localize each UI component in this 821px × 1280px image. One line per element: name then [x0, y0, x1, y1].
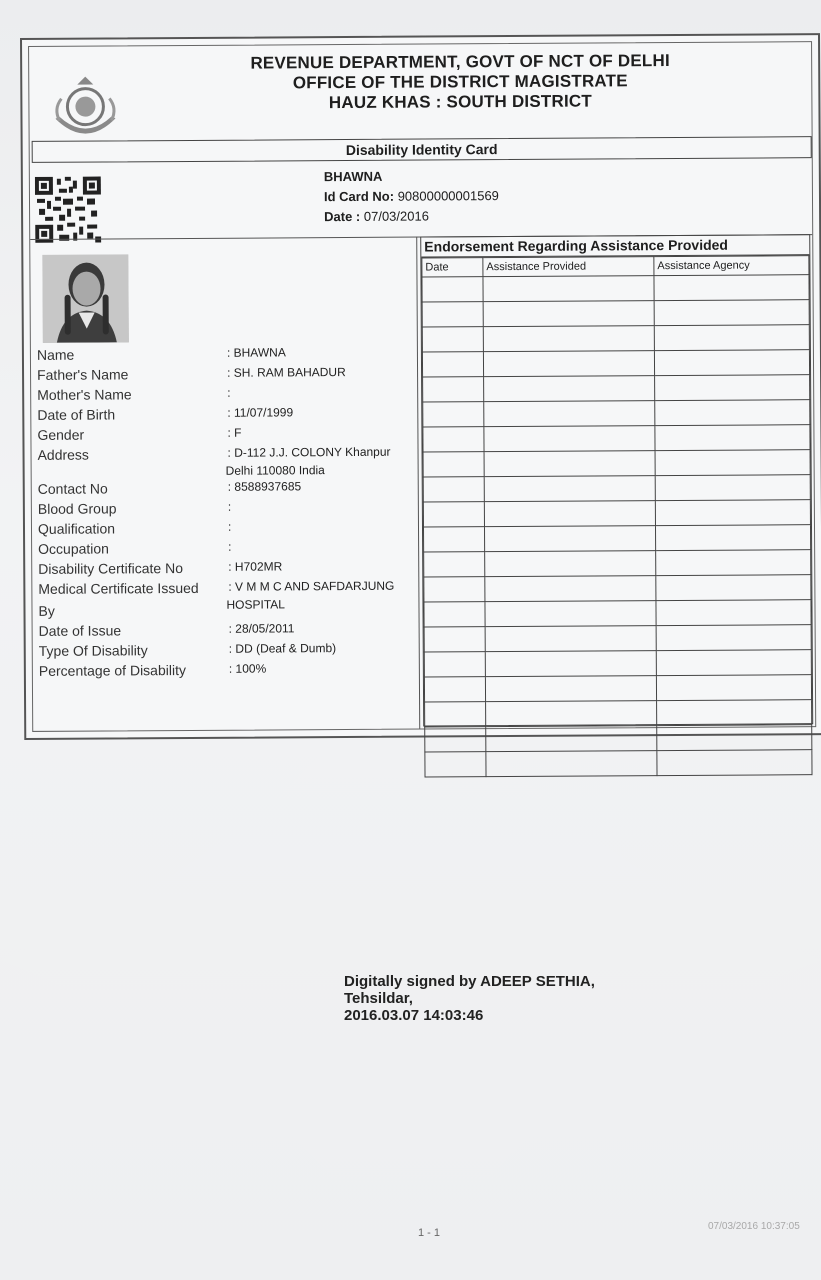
endorsement-header-row [422, 256, 809, 277]
field-value: : 8588937685 [227, 479, 302, 494]
endorsement-empty-cell [484, 501, 655, 527]
endorsement-title: Endorsement Regarding Assistance Provided [421, 235, 809, 257]
endorsement-empty-cell [424, 627, 485, 652]
endorsement-section [420, 234, 813, 726]
endorsement-empty-cell [485, 576, 656, 602]
endorsement-empty-cell [484, 526, 655, 552]
field-label: Type Of Disability [38, 642, 148, 659]
field-label: Date of Issue [38, 622, 122, 639]
field-row-issue-date [39, 621, 419, 643]
print-timestamp: 07/03/2016 10:37:05 [708, 1221, 800, 1232]
endorsement-empty-row [424, 550, 811, 577]
endorsement-empty-cell [656, 625, 811, 651]
endorsement-empty-cell [655, 475, 810, 501]
endorsement-empty-cell [484, 401, 655, 427]
endorsement-empty-row [422, 350, 809, 377]
field-value-line2: Delhi 110080 India [225, 463, 325, 478]
endorsement-empty-cell [655, 375, 810, 401]
field-label: Mother's Name [37, 386, 132, 403]
card-inner-frame [28, 41, 816, 732]
endorsement-empty-row [423, 500, 810, 527]
id-card-value: 90800000001569 [397, 188, 499, 204]
endorsement-empty-cell [654, 300, 809, 326]
endorsement-empty-cell [655, 500, 810, 526]
field-row-certificate-no [38, 559, 418, 581]
endorsement-empty-cell [422, 277, 483, 302]
endorsement-empty-row [423, 375, 810, 402]
field-label: Name [36, 346, 75, 363]
field-row-qualification [38, 519, 418, 541]
endorsement-empty-cell [424, 677, 485, 702]
endorsement-rows [422, 275, 812, 777]
field-row-blood-group [38, 499, 418, 521]
id-card-label: Id Card No: [323, 188, 395, 205]
field-value: : [227, 385, 231, 400]
endorsement-empty-cell [655, 400, 810, 426]
endorsement-empty-cell [485, 676, 656, 702]
field-label: Father's Name [37, 366, 129, 383]
endorsement-empty-row [424, 650, 811, 677]
endorsement-empty-cell [483, 351, 654, 377]
endorsement-empty-cell [424, 577, 485, 602]
field-row-occupation [38, 539, 418, 561]
signature-timestamp: 2016.03.07 14:03:46 [344, 1007, 484, 1024]
endorsement-empty-cell [423, 402, 484, 427]
field-value: : BHAWNA [226, 345, 286, 360]
endorsement-empty-cell [425, 752, 486, 777]
endorsement-empty-cell [483, 276, 654, 302]
holder-name: BHAWNA [323, 168, 383, 185]
field-row-father [37, 365, 417, 387]
endorsement-empty-cell [656, 675, 811, 701]
field-label: Medical Certificate Issued [38, 579, 199, 597]
endorsement-empty-row [424, 600, 811, 627]
endorsement-empty-cell [654, 325, 809, 351]
field-value: : D-112 J.J. COLONY Khanpur [227, 444, 391, 460]
field-label: Percentage of Disability [38, 661, 186, 679]
endorsement-empty-cell [657, 700, 812, 726]
field-value: : [227, 519, 232, 534]
endorsement-empty-cell [424, 552, 485, 577]
header-department: REVENUE DEPARTMENT, GOVT OF NCT OF DELHI [250, 51, 670, 73]
endorsement-empty-cell [484, 476, 655, 502]
endorsement-empty-cell [485, 551, 656, 577]
endorsement-empty-cell [657, 750, 812, 776]
field-label: Date of Birth [37, 406, 116, 423]
endorsement-empty-cell [656, 575, 811, 601]
endorsement-empty-cell [656, 650, 811, 676]
field-value: : 100% [228, 661, 267, 676]
person-photo-icon [42, 254, 129, 343]
endorsement-empty-cell [422, 327, 483, 352]
endorsement-empty-row [423, 400, 810, 427]
field-value: : H702MR [228, 559, 283, 574]
endorsement-empty-cell [484, 426, 655, 452]
field-value: : SH. RAM BAHADUR [227, 365, 346, 380]
endorsement-empty-cell [423, 477, 484, 502]
disability-identity-card [20, 33, 821, 740]
endorsement-empty-cell [656, 550, 811, 576]
qr-code-icon [35, 177, 101, 243]
column-header-date: Date [422, 258, 483, 277]
endorsement-empty-cell [423, 377, 484, 402]
endorsement-empty-cell [655, 450, 810, 476]
endorsement-empty-row [423, 475, 810, 502]
endorsement-empty-cell [423, 452, 484, 477]
endorsement-empty-cell [484, 376, 655, 402]
endorsement-empty-row [423, 450, 810, 477]
endorsement-empty-row [424, 625, 811, 652]
endorsement-empty-row [422, 300, 809, 327]
header-office: OFFICE OF THE DISTRICT MAGISTRATE [292, 71, 628, 93]
holder-photo [42, 254, 129, 343]
signature-line: Tehsildar, [344, 990, 413, 1007]
card-date [324, 209, 429, 225]
endorsement-empty-row [423, 525, 810, 552]
card-title: Disability Identity Card [32, 136, 812, 163]
column-header-agency: Assistance Agency [654, 256, 809, 276]
endorsement-empty-cell [486, 726, 657, 752]
endorsement-empty-row [424, 575, 811, 602]
endorsement-empty-cell [485, 651, 656, 677]
endorsement-empty-cell [654, 275, 809, 301]
endorsement-empty-cell [654, 350, 809, 376]
endorsement-empty-row [422, 275, 809, 302]
page-number: 1 - 1 [418, 1227, 441, 1239]
endorsement-empty-cell [423, 502, 484, 527]
header-district: HAUZ KHAS : SOUTH DISTRICT [328, 91, 592, 113]
endorsement-empty-cell [657, 725, 812, 751]
endorsement-empty-cell [424, 652, 485, 677]
endorsement-empty-cell [655, 425, 810, 451]
endorsement-empty-row [424, 675, 811, 702]
endorsement-empty-cell [484, 451, 655, 477]
column-header-assistance: Assistance Provided [483, 257, 654, 277]
field-row-medical-issuer [38, 579, 418, 623]
field-row-disability-percentage [39, 661, 419, 683]
field-value: : 28/05/2011 [228, 621, 295, 636]
field-label: Blood Group [37, 500, 117, 517]
endorsement-empty-row [425, 725, 812, 752]
field-row-gender [37, 425, 417, 447]
field-label: Qualification [37, 520, 116, 537]
endorsement-empty-cell [485, 601, 656, 627]
endorsement-empty-row [423, 425, 810, 452]
endorsement-empty-row [422, 325, 809, 352]
endorsement-empty-row [425, 750, 812, 777]
card-date-label: Date : [324, 208, 361, 225]
endorsement-empty-cell [422, 352, 483, 377]
field-label: Contact No [37, 480, 108, 497]
field-value: : 11/07/1999 [227, 405, 294, 420]
holder-details [37, 345, 419, 683]
field-value: : DD (Deaf & Dumb) [228, 641, 337, 656]
field-label: Address [37, 446, 89, 463]
endorsement-empty-cell [483, 301, 654, 327]
field-value-line2: HOSPITAL [226, 597, 285, 612]
id-card-number [324, 188, 499, 204]
field-label: Occupation [38, 540, 109, 557]
endorsement-empty-row [425, 700, 812, 727]
endorsement-empty-cell [656, 600, 811, 626]
endorsement-empty-cell [425, 702, 486, 727]
field-row-mother [37, 385, 417, 407]
field-label: Disability Certificate No [38, 560, 184, 577]
field-row-disability-type [39, 641, 419, 663]
endorsement-empty-cell [423, 427, 484, 452]
endorsement-empty-cell [422, 302, 483, 327]
endorsement-table [421, 255, 812, 777]
field-row-address [37, 445, 417, 481]
endorsement-empty-cell [424, 602, 485, 627]
field-row-name [37, 345, 417, 367]
endorsement-empty-cell [425, 727, 486, 752]
digital-signature [344, 973, 595, 1024]
endorsement-empty-cell [485, 626, 656, 652]
endorsement-empty-cell [486, 751, 657, 777]
field-row-dob [37, 405, 417, 427]
endorsement-empty-cell [655, 525, 810, 551]
endorsement-empty-cell [423, 527, 484, 552]
endorsement-empty-cell [483, 326, 654, 352]
field-label-line2: By [38, 602, 55, 619]
field-value: : F [227, 425, 242, 440]
field-label: Gender [37, 426, 85, 443]
field-value: : [227, 499, 232, 514]
signature-line: Digitally signed by ADEEP SETHIA, [344, 973, 595, 990]
card-date-value: 07/03/2016 [363, 208, 429, 224]
field-value: : V M M C AND SAFDARJUNG [228, 578, 395, 594]
endorsement-empty-cell [486, 701, 657, 727]
field-value: : [228, 539, 232, 554]
field-row-contact [38, 479, 418, 501]
